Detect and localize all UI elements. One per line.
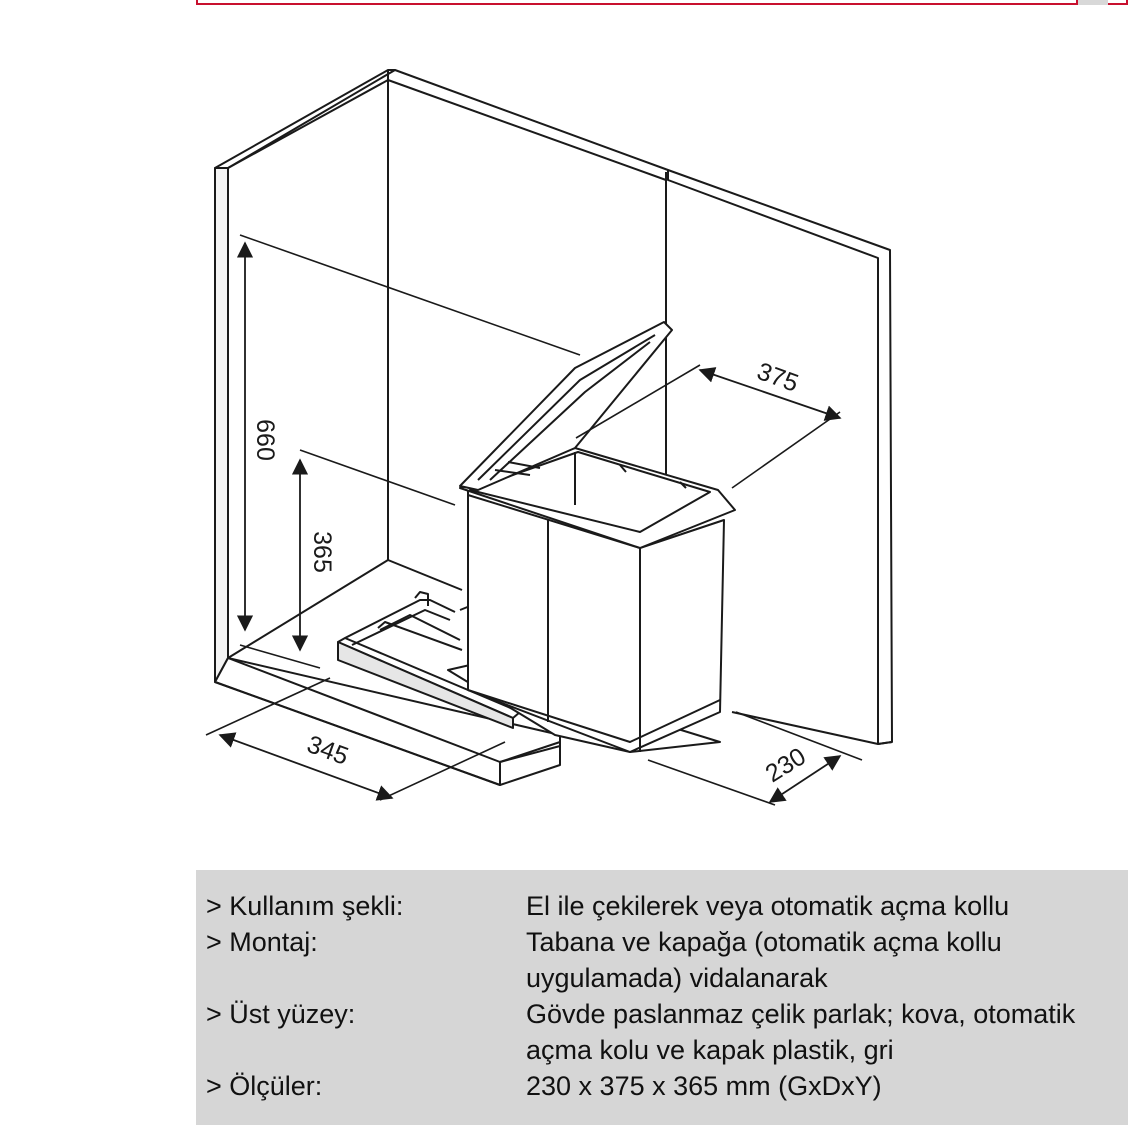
spec-value-surface: Gövde paslanmaz çelik parlak; kova, otomatik açma kolu ve kapak plastik, gri [526,999,1076,1065]
dim-label-width: 230 [760,742,811,789]
spec-label-mounting: > Montaj: [206,927,318,957]
cabinet-left-wall [215,70,395,682]
dim-label-base-depth: 345 [303,730,353,771]
dim-label-bin-height: 365 [308,531,336,573]
spec-row-mounting [206,924,1128,996]
spec-label-usage: > Kullanım şekli: [206,891,404,921]
spec-row-usage [206,888,1128,924]
spec-row-surface [206,996,1128,1068]
spec-label-surface: > Üst yüzey: [206,999,356,1029]
spec-label-dimensions: > Ölçüler: [206,1071,323,1101]
spec-value-dimensions: 230 x 375 x 365 mm (GxDxY) [526,1071,882,1101]
spec-value-usage: El ile çekilerek veya otomatik açma kollu [526,891,1010,921]
spec-panel [196,870,1128,1125]
spec-row-dimensions [206,1068,1128,1104]
dim-label-total-height: 660 [251,419,279,461]
spec-value-mounting: Tabana ve kapağa (otomatik açma kollu uygulamada) vidalanarak [526,927,1002,993]
dim-arrow-base-depth [220,735,392,798]
dim-label-depth: 375 [753,357,803,398]
